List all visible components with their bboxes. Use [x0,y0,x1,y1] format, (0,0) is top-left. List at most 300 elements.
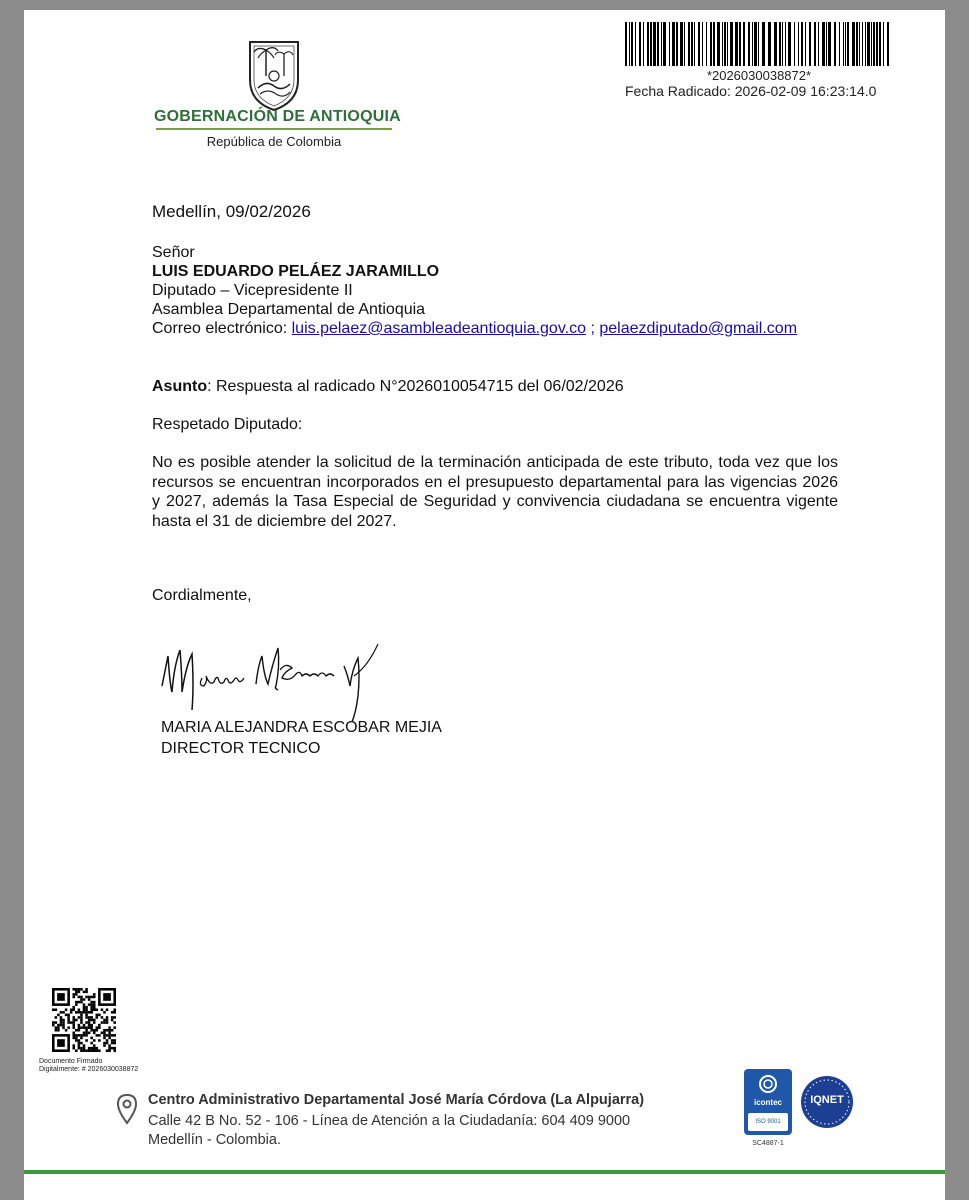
icontec-label: icontec [753,1098,782,1107]
qr-module [96,1029,99,1032]
barcode-bar [730,22,733,66]
qr-module [113,1026,116,1029]
qr-module [78,1029,81,1032]
qr-module [108,1047,111,1050]
qr-module [80,988,83,991]
qr-module [72,1016,75,1019]
qr-module [72,1021,75,1024]
qr-module [90,1042,93,1045]
iso-label: ISO 9001 [748,1113,788,1131]
qr-module [113,1042,116,1045]
qr-module [98,1024,101,1027]
qr-module [78,996,81,999]
barcode-bar [727,22,728,66]
qr-module [78,1024,81,1027]
qr-module [72,1032,75,1035]
qr-module [98,1014,101,1017]
qr-module [111,1034,114,1037]
qr-module [80,1011,83,1014]
signer-title: DIRECTOR TECNICO [161,740,321,757]
qr-module [85,1029,88,1032]
qr-module [72,1044,75,1047]
qr-module [55,1021,58,1024]
barcode-bar [818,22,819,66]
qr-module [93,1019,96,1022]
barcode-bar [774,22,777,66]
qr-module [90,1006,93,1009]
qr-module [78,1011,81,1014]
barcode-bar [676,22,678,66]
qr-module [101,1008,104,1011]
barcode-bar [735,22,738,66]
qr-module [80,1001,83,1004]
barcode-bar [839,22,840,66]
qr-module [80,1034,83,1037]
qr-module [88,1003,91,1006]
qr-module [78,1042,81,1045]
qr-module [93,993,96,996]
barcode-bar [743,22,745,66]
qr-module [103,1021,106,1024]
qr-module [93,996,96,999]
qr-module [70,1008,73,1011]
qr-module [57,1014,60,1017]
qr-module [80,1042,83,1045]
qr-module [113,1011,116,1014]
qr-caption [39,1058,138,1074]
qr-module [96,1049,99,1052]
icontec-logo-icon [758,1074,778,1094]
qr-module [106,1029,109,1032]
qr-module [88,1047,91,1050]
qr-module [60,1021,63,1024]
barcode-bar [752,22,753,66]
address-line: Calle 42 B No. 52 - 106 - Línea de Atención a la Ciudadanía: 604 409 9000 [148,1113,631,1129]
signature-image [158,626,398,726]
qr-module [78,1008,81,1011]
qr-module [101,1021,104,1024]
email-link-2[interactable]: pelaezdiputado@gmail.com [599,320,798,337]
qr-module [108,1044,111,1047]
qr-finder [57,1039,65,1047]
qr-module [90,1011,93,1014]
qr-module [103,1032,106,1035]
body-paragraph: No es posible atender la solicitud de la terminación anticipada de este tributo, toda vez que los recursos se encuentran incorporados en el presupuesto departamental para las vigencias 2026 y 2027, además la Tasa Especial de Seguridad y convivencia ciudadana se encuentra vigente hasta el 31 de diciembre del 2027. [152,454,838,530]
qr-module [108,1032,111,1035]
qr-module [83,1003,86,1006]
barcode-bar [663,22,666,66]
qr-module [83,1044,86,1047]
qr-module [90,1003,93,1006]
qr-module [101,1016,104,1019]
qr-module [88,1016,91,1019]
barcode-bar [754,22,757,66]
qr-module [96,1016,99,1019]
subject-line [152,377,624,396]
barcode-bar [650,22,652,66]
qr-module [83,991,86,994]
barcode-bar [717,22,720,66]
qr-module [80,1047,83,1050]
qr-module [80,1019,83,1022]
qr-module [80,1021,83,1024]
qr-module [93,1008,96,1011]
qr-module [62,1024,65,1027]
qr-module [85,1011,88,1014]
qr-module [93,1044,96,1047]
barcode-bar [814,22,816,66]
coat-of-arms-icon [246,36,302,112]
barcode-bar [782,22,783,66]
barcode-bar [762,22,765,66]
qr-module [75,993,78,996]
qr-module [111,1011,114,1014]
email-line [152,319,797,338]
barcode-bar [724,22,726,66]
qr-module [90,1049,93,1052]
barcode-bar [809,22,811,66]
barcode-bar [702,22,703,66]
qr-module [108,1029,111,1032]
qr-module [111,1029,114,1032]
qr-module [90,1001,93,1004]
barcode-bar [873,22,875,66]
qr-module [75,1011,78,1014]
qr-module [78,1044,81,1047]
qr-module [90,1029,93,1032]
barcode-bar [801,22,803,66]
qr-module [93,1021,96,1024]
barcode-bar [843,22,844,66]
qr-module [93,1003,96,1006]
place-date: Medellín, 09/02/2026 [152,202,311,221]
qr-module [78,1034,81,1037]
qr-module [67,1026,70,1029]
qr-module [72,1024,75,1027]
qr-module [83,1034,86,1037]
barcode-bar [643,22,644,66]
radicado-date: Fecha Radicado: 2026-02-09 16:23:14.0 [625,83,877,99]
barcode-bar [834,22,836,66]
qr-module [83,1047,86,1050]
qr-module [85,1039,88,1042]
barcode-bar [768,22,771,66]
qr-module [55,1029,58,1032]
barcode-bar [779,22,781,66]
barcode-bar [785,22,786,66]
qr-module [80,996,83,999]
entity-name: GOBERNACIÓN DE ANTIOQUIA [154,108,401,125]
barcode-bar [871,22,872,66]
qr-module [88,1049,91,1052]
barcode-bar [788,22,791,66]
recipient-role: Diputado – Vicepresidente II [152,282,353,299]
qr-module [72,1008,75,1011]
qr-module [78,1001,81,1004]
qr-module [96,1008,99,1011]
qr-module [65,1008,68,1011]
qr-module [62,1019,65,1022]
qr-module [106,1016,109,1019]
qr-module [62,1026,65,1029]
qr-module [90,1008,93,1011]
barcode-bar [639,22,641,66]
qr-module [83,1049,86,1052]
qr-module [113,1039,116,1042]
qr-module [101,1032,104,1035]
qr-module [98,1026,101,1029]
center-name: Centro Administrativo Departamental José María Córdova (La Alpujarra) [148,1092,645,1108]
qr-caption-line-2: Digitalmente: # 2026030038872 [39,1066,139,1073]
barcode-bar [805,22,806,66]
qr-module [106,1019,109,1022]
qr-module [75,1037,78,1040]
barcode-bar [691,22,693,66]
qr-module [106,1008,109,1011]
barcode-bar [653,22,656,66]
qr-module [103,1044,106,1047]
qr-module [98,1034,101,1037]
qr-module [80,1037,83,1040]
barcode-bar [856,22,858,66]
barcode-bar [684,22,685,66]
qr-module [70,1021,73,1024]
barcode-bar [625,22,627,66]
qr-module [60,1019,63,1022]
qr-module [108,1026,111,1029]
document-page [24,10,945,1200]
barcode-bar [852,22,855,66]
qr-module [78,1026,81,1029]
barcode-bar [661,22,662,66]
qr-module [88,996,91,999]
qr-module [85,1008,88,1011]
barcode-bar [794,22,795,66]
qr-module [83,1006,86,1009]
qr-module [103,1034,106,1037]
qr-module [113,1034,116,1037]
qr-module [106,1039,109,1042]
barcode-bar [698,22,700,66]
barcode-bar [657,22,659,66]
email-link-1[interactable]: luis.pelaez@asambleadeantioquia.gov.co [291,320,586,337]
barcode-bar [879,22,881,66]
qr-module [113,1016,116,1019]
qr-module [96,1034,99,1037]
barcode-bar [669,22,670,66]
qr-module [93,1047,96,1050]
qr-module [52,1008,55,1011]
barcode-bar [828,22,831,66]
barcode-bar [748,22,750,66]
qr-module [83,1032,86,1035]
qr-module [78,988,81,991]
qr-module [75,1039,78,1042]
qr-module [113,1021,116,1024]
qr-module [75,991,78,994]
qr-module [62,1011,65,1014]
barcode-bar [713,22,715,66]
barcode-bar [887,22,889,66]
location-pin-icon [116,1093,138,1125]
qr-module [57,1029,60,1032]
barcode-bar [631,22,633,66]
barcode-bar [826,22,827,66]
qr-module [111,1016,114,1019]
qr-module [90,1019,93,1022]
barcode-bar [706,22,707,66]
qr-module [90,1047,93,1050]
barcode-bar [876,22,878,66]
barcode-bar [680,22,683,66]
qr-module [80,1026,83,1029]
qr-module [103,1011,106,1014]
qr-module [111,1019,114,1022]
qr-module [75,1029,78,1032]
closing: Cordialmente, [152,587,252,604]
qr-module [72,1006,75,1009]
barcode-bar [867,22,870,66]
qr-module [80,1049,83,1052]
qr-module [98,1049,101,1052]
qr-module [90,1037,93,1040]
qr-module [80,1014,83,1017]
qr-finder [103,993,111,1001]
qr-module [67,1014,70,1017]
barcode-bar [822,22,825,66]
barcode-bar [859,22,860,66]
qr-module [85,1026,88,1029]
qr-module [60,1011,63,1014]
qr-module [85,1034,88,1037]
qr-module [83,1008,86,1011]
qr-module [96,1014,99,1017]
qr-module [75,1019,78,1022]
qr-module [83,1024,86,1027]
qr-module [85,1006,88,1009]
qr-module [75,1049,78,1052]
qr-module [106,1042,109,1045]
qr-module [72,996,75,999]
qr-module [60,1016,63,1019]
qr-module [72,988,75,991]
qr-module [52,1024,55,1027]
qr-module [93,1039,96,1042]
qr-module [108,1049,111,1052]
barcode-bar [758,22,759,66]
qr-module [67,1019,70,1022]
qr-module [75,988,78,991]
qr-module [90,1024,93,1027]
qr-module [88,1026,91,1029]
qr-module [80,1016,83,1019]
qr-module [62,1021,65,1024]
qr-module [85,1032,88,1035]
barcode-bar [847,22,849,66]
qr-module [111,1047,114,1050]
qr-module [106,1034,109,1037]
qr-module [83,998,86,1001]
barcode-bar [629,22,630,66]
qr-module [72,1019,75,1022]
barcode-bar [883,22,884,66]
subject-label: Asunto [152,378,208,395]
qr-module [78,1016,81,1019]
qr-module [93,1049,96,1052]
barcode-bar [672,22,675,66]
barcode-bar [635,22,636,66]
barcode-bar [710,22,712,66]
qr-module [55,1008,58,1011]
barcode-bar [845,22,846,66]
salutation-title: Señor [152,244,195,261]
qr-module [85,988,88,991]
qr-module [103,1019,106,1022]
qr-module [93,1001,96,1004]
qr-module [90,1026,93,1029]
qr-module [113,1049,116,1052]
qr-module [88,1024,91,1027]
barcode-bar [739,22,741,66]
qr-module [70,1011,73,1014]
qr-module [88,998,91,1001]
qr-module [75,1034,78,1037]
qr-module [75,1001,78,1004]
qr-module [93,1032,96,1035]
qr-module [113,1008,116,1011]
barcode-bar [798,22,799,66]
qr-module [72,993,75,996]
barcode-bar [862,22,863,66]
qr-module [57,1024,60,1027]
qr-module [88,1021,91,1024]
qr-module [88,1019,91,1022]
barcode-bar [865,22,866,66]
qr-module [83,1026,86,1029]
signer-name: MARIA ALEJANDRA ESCOBAR MEJIA [161,719,442,736]
qr-module [65,1014,68,1017]
qr-module [85,1049,88,1052]
qr-module [93,1006,96,1009]
qr-module [78,991,81,994]
footer-green-bar [24,1170,945,1174]
qr-module [75,1003,78,1006]
entity-underline [156,128,392,130]
city-line: Medellín - Colombia. [148,1132,281,1148]
qr-module [98,1039,101,1042]
barcode-bar [722,22,723,66]
certificate-code: SC4887-1 [752,1140,784,1147]
barcode-bar [694,22,695,66]
qr-module [96,1047,99,1050]
qr-module [67,1016,70,1019]
country-name: República de Colombia [206,134,342,149]
barcode-bar [647,22,649,66]
qr-module [90,996,93,999]
qr-module [113,1047,116,1050]
qr-module [85,1014,88,1017]
qr-module [93,1029,96,1032]
qr-module [88,1011,91,1014]
qr-module [90,1016,93,1019]
qr-module [72,1034,75,1037]
qr-module [111,1039,114,1042]
radicado-number: *2026030038872* [706,68,812,83]
qr-module [72,1037,75,1040]
qr-module [85,1016,88,1019]
qr-module [103,1037,106,1040]
qr-module [103,1029,106,1032]
